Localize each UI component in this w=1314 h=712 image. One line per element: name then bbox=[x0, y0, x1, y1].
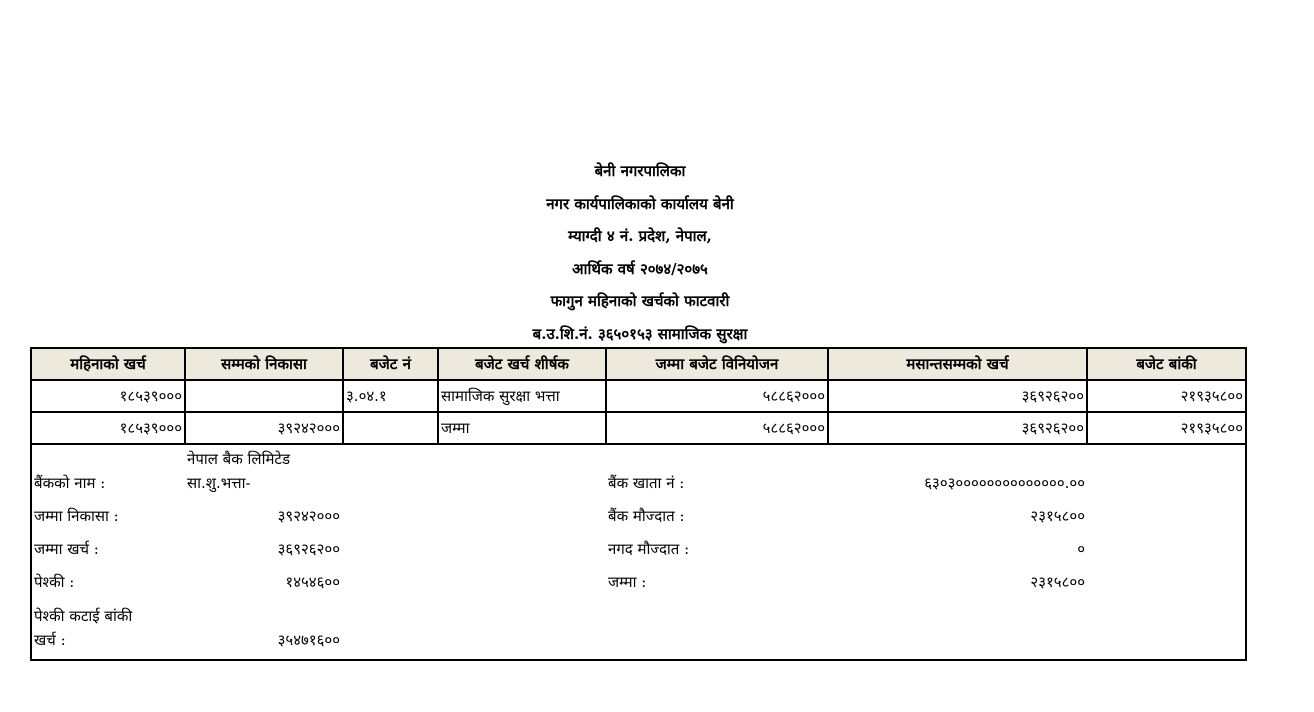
col-monthly-expense: महिनाको खर्च bbox=[32, 349, 185, 380]
total-release-label: जम्मा निकासा : bbox=[34, 507, 119, 525]
cell-month-end-expense: ३६९२६२०० bbox=[828, 412, 1087, 444]
cash-balance-label: नगद मौज्दात : bbox=[608, 540, 690, 558]
cash-balance-value: ० bbox=[1077, 540, 1085, 558]
bank-name-line2: सा.शु.भत्ता- bbox=[187, 474, 251, 492]
col-cumulative-release: सम्मको निकासा bbox=[185, 349, 343, 380]
table-row-total bbox=[32, 412, 1245, 444]
table-row bbox=[32, 380, 1245, 412]
account-label: बैंक खाता नं : bbox=[608, 474, 685, 492]
advance-value: १४५४६०० bbox=[285, 573, 340, 591]
net-expense-label-line2: खर्च : bbox=[34, 631, 66, 649]
address: म्याग्दी ४ नं. प्रदेश, नेपाल, bbox=[568, 227, 712, 246]
grand-total-label: जम्मा : bbox=[608, 573, 647, 591]
cell-total-allocation: ५८८६२००० bbox=[606, 412, 828, 444]
cell-budget-remaining: २१९३५८०० bbox=[1087, 380, 1245, 412]
col-budget-remaining: बजेट बांकी bbox=[1087, 349, 1245, 380]
cell-monthly-expense: १८५३९००० bbox=[32, 412, 185, 444]
cell-total-allocation: ५८८६२००० bbox=[606, 380, 828, 412]
bank-name-line1: नेपाल बैक लिमिटेड bbox=[187, 450, 291, 468]
cell-budget-head: जम्मा bbox=[438, 412, 606, 444]
net-expense-value: ३५४७१६०० bbox=[277, 631, 340, 649]
col-budget-head: बजेट खर्च शीर्षक bbox=[438, 349, 606, 380]
bank-balance-label: बैंक मौज्दात : bbox=[608, 507, 685, 525]
budget-table bbox=[32, 349, 1245, 445]
report-header bbox=[0, 155, 1280, 351]
cell-cumulative-release: ३९२४२००० bbox=[185, 412, 343, 444]
cell-budget-head: सामाजिक सुरक्षा भत्ता bbox=[438, 380, 606, 412]
col-total-allocation: जम्मा बजेट विनियोजन bbox=[606, 349, 828, 380]
total-expense-value: ३६९२६२०० bbox=[277, 540, 340, 558]
municipality-name: बेनी नगरपालिका bbox=[594, 162, 686, 180]
table-header-row bbox=[32, 349, 1245, 380]
total-release-value: ३९२४२००० bbox=[277, 507, 340, 525]
bank-balance-value: २३१५८०० bbox=[1030, 507, 1085, 525]
grand-total-value: २३१५८०० bbox=[1030, 573, 1085, 591]
cell-budget-no bbox=[343, 412, 438, 444]
cell-cumulative-release bbox=[185, 380, 343, 412]
office-name: नगर कार्यपालिकाको कार्यालय बेनी bbox=[546, 194, 734, 213]
advance-label: पेश्की : bbox=[34, 573, 75, 591]
col-month-end-expense: मसान्तसम्मको खर्च bbox=[828, 349, 1087, 380]
col-budget-no: बजेट नं bbox=[343, 349, 438, 380]
bank-name-label: बैंकको नाम : bbox=[34, 474, 106, 492]
report-title: फागुन महिनाको खर्चको फाटवारी bbox=[550, 292, 730, 311]
cell-month-end-expense: ३६९२६२०० bbox=[828, 380, 1087, 412]
fiscal-year: आर्थिक वर्ष २०७४/२०७५ bbox=[572, 259, 708, 278]
expense-report bbox=[30, 347, 1247, 661]
summary-section bbox=[32, 445, 1245, 659]
budget-subhead: ब.उ.शि.नं. ३६५०१५३ सामाजिक सुरक्षा bbox=[532, 324, 748, 343]
account-value: ६३०३००००००००००००००.०० bbox=[924, 474, 1085, 492]
total-expense-label: जम्मा खर्च : bbox=[34, 540, 99, 558]
cell-budget-remaining: २१९३५८०० bbox=[1087, 412, 1245, 444]
net-expense-label-line1: पेश्की कटाई बांकी bbox=[34, 607, 133, 625]
cell-budget-no: ३.०४.१ bbox=[343, 380, 438, 412]
cell-monthly-expense: १८५३९००० bbox=[32, 380, 185, 412]
